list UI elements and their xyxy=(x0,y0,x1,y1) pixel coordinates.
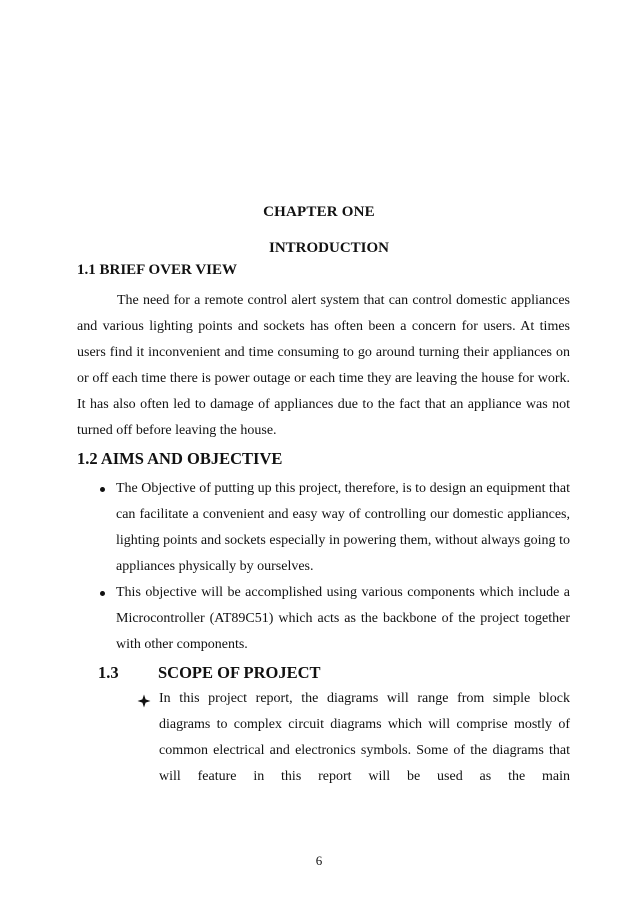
chapter-title: CHAPTER ONE xyxy=(263,204,375,220)
objective-text: This objective will be accomplished using various components which include a Microcontroller (AT89C51) which acts as the backbone of the project together with other components. xyxy=(116,585,570,652)
section-1-heading: 1.1 BRIEF OVER VIEW xyxy=(77,262,238,278)
bullet-dot-icon xyxy=(100,487,105,492)
section-2-heading: 1.2 AIMS AND OBJECTIVE xyxy=(77,449,283,468)
diamond-bullet-icon xyxy=(137,694,151,708)
list-item xyxy=(97,580,570,658)
section-1-paragraph: The need for a remote control alert system that can control domestic appliances and various lighting points and sockets has often been a concern for users. At times users find it inconvenient and time consuming to go around turning their appliances on or off each time there is power outage or each time they are leaving the house for work. It has also often led to damage of appliances due to the fact that an appliance was not turned off before leaving the house. xyxy=(77,293,570,438)
section-1-body xyxy=(77,288,570,444)
list-item xyxy=(97,476,570,580)
chapter-subtitle: INTRODUCTION xyxy=(268,240,389,256)
bullet-dot-icon xyxy=(100,591,105,596)
section-3-paragraph: In this project report, the diagrams will range from simple block diagrams to complex circuit diagrams which will comprise mostly of common electrical and electronics symbols. Some of the diagrams that will feature in this report will be used as the main xyxy=(159,691,570,784)
section-3-number: 1.3 xyxy=(98,663,119,682)
objectives-list xyxy=(97,476,570,658)
objective-text: The Objective of putting up this project, therefore, is to design an equipment that can facilitate a convenient and easy way of controlling our domestic appliances, lighting points and sockets especially in powering them, without always going to appliances physically by ourselves. xyxy=(116,481,570,574)
section-3-heading: SCOPE OF PROJECT xyxy=(158,663,321,682)
page-number: 6 xyxy=(315,853,323,868)
